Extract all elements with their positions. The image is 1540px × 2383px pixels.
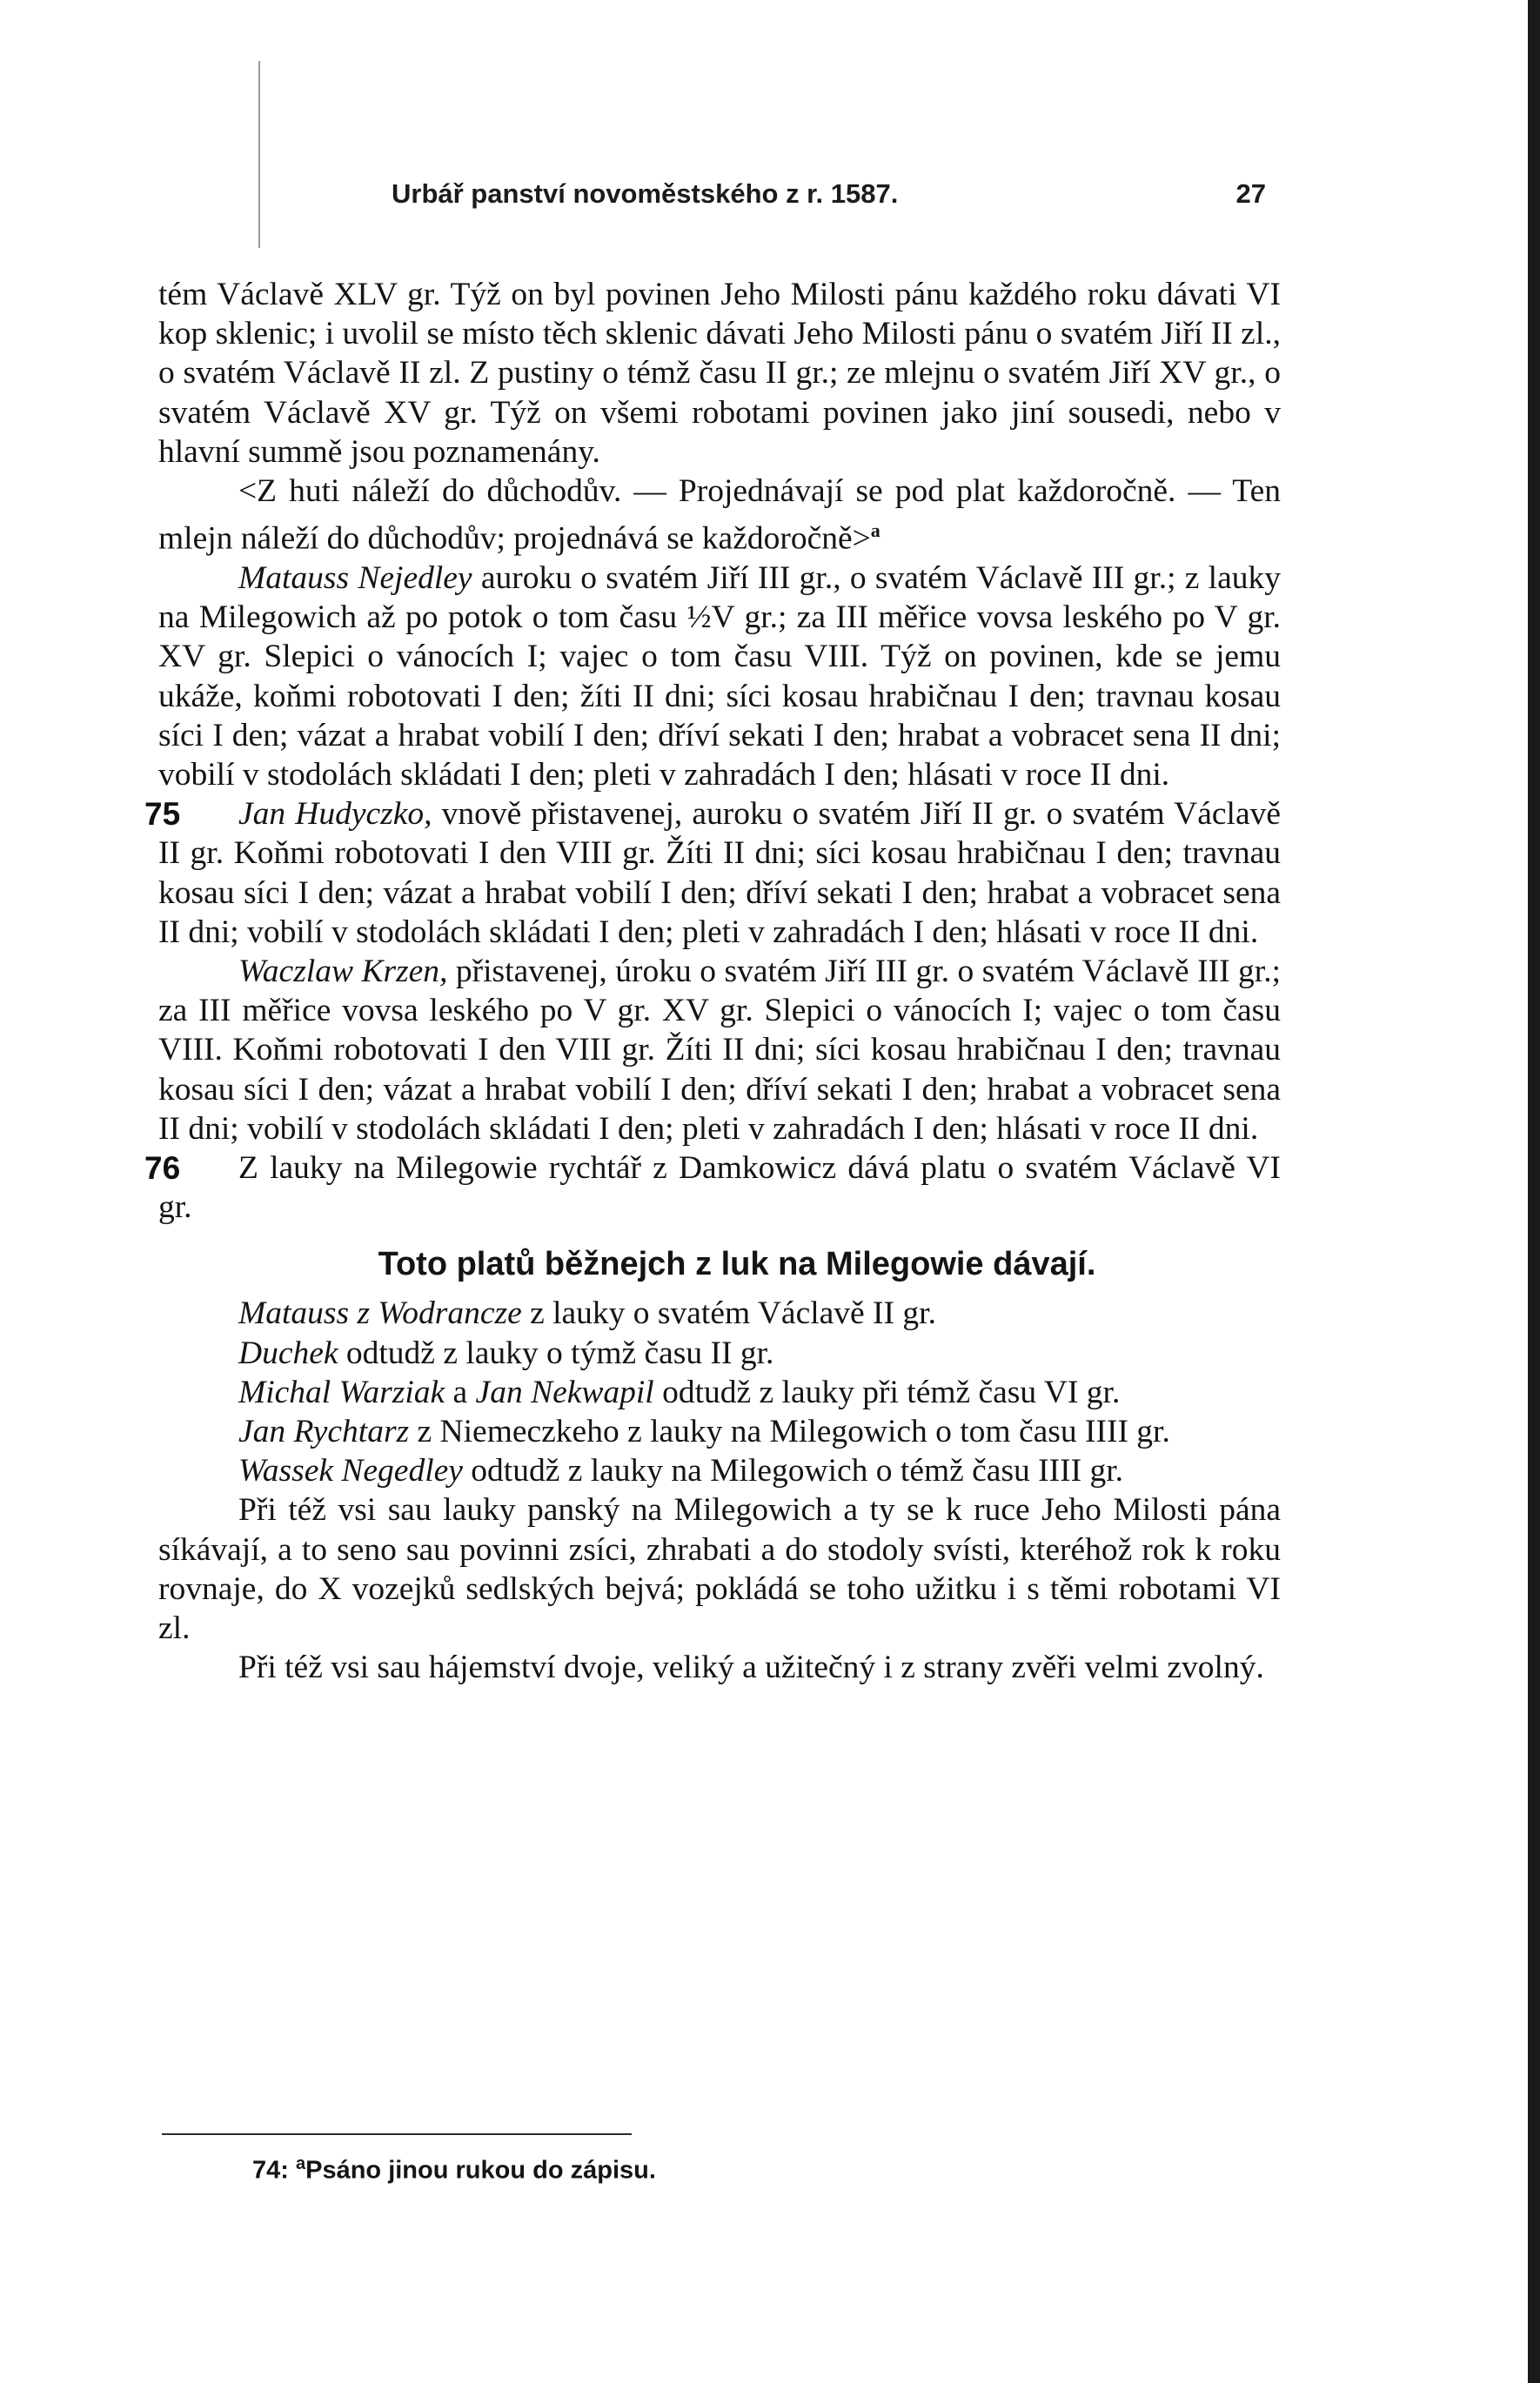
- text-run: Z lauky na Milegowie rychtář z Damkowicz dává platu o svatém Václavě VI gr.: [158, 1149, 1281, 1226]
- text-run: z lauky o svatém Václavě II gr.: [521, 1295, 936, 1332]
- footnote-text: Psáno jinou rukou do zápisu.: [305, 2156, 656, 2185]
- text-run: přistavenej, úroku o svatém Jiří III gr. o svatém Václavě III gr.; za III měřice vovsa leského po V gr. XV gr. Slepici o vánocích I; vajec o tom času VIII. Koňmi robotovati I den VIII gr. Žíti II dni; síci kosau hrabičnau I den; travnau kosau síci I den; vázat a hrabat vobilí I den; dříví sekati I den; hrabat a vobracet sena II dni; vobilí v stodolách skládati I den; pleti v zahradách I den; hlásati v roce II dni.: [158, 953, 1281, 1147]
- paragraph: [158, 275, 1281, 472]
- text-run: odtudž z lauky na Milegowich o témž času IIII gr.: [462, 1453, 1124, 1489]
- text-run: z Niemeczkeho z lauky na Milegowich o tom času IIII gr.: [409, 1413, 1170, 1449]
- footnote-mark: a: [295, 2154, 306, 2173]
- footnote-mark: a: [870, 519, 880, 542]
- person-name: Matauss Nejedley: [238, 559, 472, 596]
- paragraph: [144, 794, 1281, 952]
- paragraph: [158, 1490, 1281, 1648]
- text-run: tém Václavě XLV gr. Týž on byl povinen Jeho Milosti pánu každého roku dávati VI kop sklenic; i uvolil se místo těch sklenic dávati Jeho Milosti pánu o svatém Jiří II zl., o svatém Václavě II zl. Z pustiny o témž času II gr.; ze mlejnu o svatém Jiří XV gr., o svatém Václavě XV gr. Týž on všemi robotami povinen jako jiní sousedi, nebo v hlavní summě jsou poznamenány.: [158, 277, 1281, 470]
- section-heading: Toto platů běžnejch z luk na Milegowie dávají.: [378, 1246, 1096, 1283]
- footnote: [252, 2154, 656, 2186]
- text-run: Při též vsi sau hájemství dvoje, veliký a užitečný i z strany zvěři velmi zvolný.: [238, 1650, 1264, 1686]
- text-run: Při též vsi sau lauky panský na Milegowich a ty se k ruce Jeho Milosti pána síkávají, a to seno sau povinni zsíci, zhrabati a do stodoly svísti, kteréhož rok k roku rovnaje, do X vozejků sedlských bejvá; pokládá se toho užitku i s těmi robotami VI zl.: [158, 1492, 1281, 1646]
- paragraph: [158, 472, 1281, 559]
- person-name: Wassek Negedley: [238, 1453, 463, 1489]
- paragraph: [158, 1334, 1281, 1373]
- page-number: 27: [1235, 178, 1266, 209]
- scan-right-edge: [1528, 0, 1540, 2383]
- header-title: Urbář panství novoměstského z r. 1587.: [392, 178, 899, 209]
- footnote-ref: 74:: [252, 2156, 289, 2185]
- text-run: auroku o svatém Jiří III gr., o svatém Václavě III gr.; z lauky na Milegowich až po potok o tom času ½V gr.; za III měřice vovsa leského po V gr. XV gr. Slepici o vánocích I; vajec o tom času VIII. Týž on povinen, kde se jemu ukáže, koňmi robotovati I den; žíti II dni; síci kosau hrabičnau I den; travnau kosau síci I den; vázat a hrabat vobilí I den; dříví sekati I den; hrabat a vobracet sena II dni; vobilí v stodolách skládati I den; pleti v zahradách I den; hlásati v roce II dni.: [158, 559, 1281, 793]
- paragraph: [158, 1373, 1281, 1412]
- paragraph: [158, 1451, 1281, 1490]
- person-name: Matauss z Wodrancze: [238, 1295, 522, 1332]
- paragraph: [158, 559, 1281, 794]
- scan-left-edge: [0, 0, 40, 2383]
- person-name: Waczlaw Krzen,: [238, 953, 448, 989]
- paragraph: [158, 1294, 1281, 1333]
- person-name: Jan Nekwapil: [475, 1374, 654, 1410]
- entry-number: 75: [144, 796, 181, 833]
- paragraph: [144, 1148, 1281, 1227]
- paragraph: [158, 952, 1281, 1148]
- person-name: Michal Warziak: [238, 1374, 445, 1410]
- person-name: Jan Hudyczko,: [238, 796, 432, 833]
- person-name: Duchek: [238, 1335, 338, 1371]
- entry-number: 76: [144, 1149, 181, 1186]
- footnote-rule: [162, 2133, 632, 2135]
- text-run: a: [445, 1374, 476, 1410]
- text-run: <Z huti náleží do důchodův. — Projednávají se pod plat každoročně. — Ten mlejn náleží do důchodův; projednává se každoročně>: [158, 473, 1281, 557]
- margin-rule: [258, 61, 260, 248]
- text-run: odtudž z lauky při témž času VI gr.: [653, 1374, 1121, 1410]
- paragraph: [158, 1412, 1281, 1451]
- paragraph: [158, 1648, 1281, 1687]
- text-run: vnově přistavenej, auroku o svatém Jiří II gr. o svatém Václavě II gr. Koňmi robotovati I den VIII gr. Žíti II dni; síci kosau hrabičnau I den; travnau kosau síci I den; vázat a hrabat vobilí I den; dříví sekati I den; hrabat a vobracet sena II dni; vobilí v stodolách skládati I den; pleti v zahradách I den; hlásati v roce II dni.: [158, 796, 1281, 950]
- person-name: Jan Rychtarz: [238, 1413, 410, 1449]
- text-run: odtudž z lauky o týmž času II gr.: [338, 1335, 774, 1371]
- body-text: [144, 275, 1281, 1687]
